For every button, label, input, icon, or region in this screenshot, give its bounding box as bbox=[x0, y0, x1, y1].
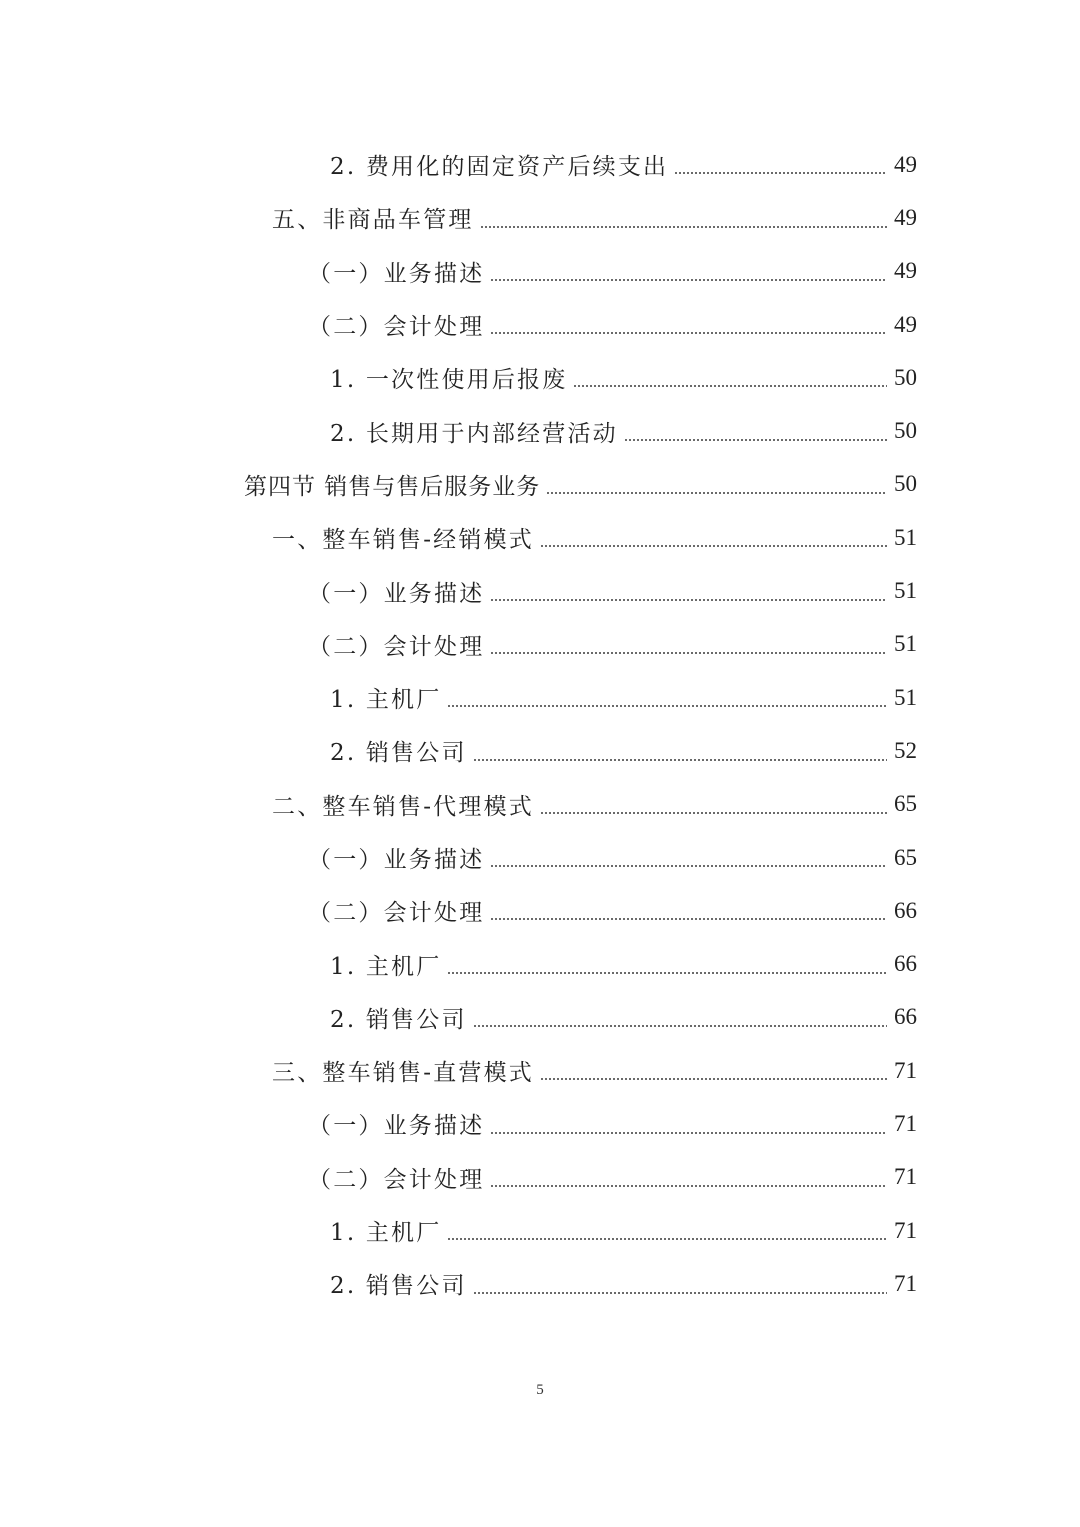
toc-entry-page: 49 bbox=[894, 151, 917, 177]
toc-dot-leader bbox=[473, 1025, 887, 1027]
toc-entry-page: 66 bbox=[894, 897, 917, 923]
toc-entry[interactable] bbox=[0, 298, 1080, 351]
toc-dot-leader bbox=[624, 439, 887, 441]
toc-dot-leader bbox=[490, 1185, 887, 1187]
table-of-contents bbox=[0, 138, 1080, 1311]
toc-entry[interactable] bbox=[0, 191, 1080, 244]
toc-entry[interactable] bbox=[0, 618, 1080, 671]
toc-dot-leader bbox=[490, 332, 887, 334]
toc-entry-label: （二）会计处理 bbox=[308, 633, 485, 660]
toc-entry[interactable] bbox=[0, 511, 1080, 564]
toc-entry-label: 一、整车销售-经销模式 bbox=[272, 527, 534, 554]
toc-dot-leader bbox=[490, 918, 887, 920]
toc-dot-leader bbox=[674, 172, 887, 174]
toc-entry-page: 49 bbox=[894, 258, 917, 284]
toc-dot-leader bbox=[447, 705, 887, 707]
toc-dot-leader bbox=[473, 1292, 887, 1294]
toc-entry-page: 51 bbox=[894, 631, 917, 657]
toc-entry-label: 2. 长期用于内部经营活动 bbox=[330, 420, 618, 447]
toc-entry[interactable] bbox=[0, 937, 1080, 990]
toc-dot-leader bbox=[447, 972, 887, 974]
toc-entry-page: 49 bbox=[894, 311, 917, 337]
toc-entry-label: 1. 主机厂 bbox=[330, 687, 442, 714]
toc-dot-leader bbox=[490, 599, 887, 601]
toc-entry[interactable] bbox=[0, 1151, 1080, 1204]
toc-entry-label: 第四节 销售与售后服务业务 bbox=[244, 473, 541, 500]
toc-entry-page: 66 bbox=[894, 1004, 917, 1030]
toc-entry[interactable] bbox=[0, 778, 1080, 831]
toc-entry[interactable] bbox=[0, 1044, 1080, 1097]
toc-dot-leader bbox=[480, 226, 887, 228]
toc-entry-label: （二）会计处理 bbox=[308, 314, 485, 341]
toc-entry[interactable] bbox=[0, 1204, 1080, 1257]
toc-dot-leader bbox=[490, 279, 887, 281]
toc-entry[interactable] bbox=[0, 1257, 1080, 1310]
toc-dot-leader bbox=[546, 492, 887, 494]
toc-entry[interactable] bbox=[0, 1097, 1080, 1150]
toc-entry-label: 五、非商品车管理 bbox=[272, 207, 474, 234]
toc-entry-page: 71 bbox=[894, 1217, 917, 1243]
toc-entry-page: 49 bbox=[894, 204, 917, 230]
toc-entry-page: 50 bbox=[894, 471, 917, 497]
toc-entry[interactable] bbox=[0, 138, 1080, 191]
toc-entry-label: （二）会计处理 bbox=[308, 1166, 485, 1193]
toc-dot-leader bbox=[490, 865, 887, 867]
toc-entry-page: 65 bbox=[894, 844, 917, 870]
toc-entry-section[interactable] bbox=[0, 458, 1080, 511]
toc-entry[interactable] bbox=[0, 724, 1080, 777]
toc-entry[interactable] bbox=[0, 884, 1080, 937]
toc-entry-label: 三、整车销售-直营模式 bbox=[272, 1060, 534, 1087]
toc-entry-page: 52 bbox=[894, 737, 917, 763]
toc-entry-label: （一）业务描述 bbox=[308, 1113, 485, 1140]
toc-entry-page: 50 bbox=[894, 418, 917, 444]
toc-dot-leader bbox=[490, 1132, 887, 1134]
toc-entry-label: 1. 一次性使用后报废 bbox=[330, 367, 568, 394]
toc-entry-label: （一）业务描述 bbox=[308, 847, 485, 873]
toc-entry-label: （一）业务描述 bbox=[308, 260, 485, 287]
toc-dot-leader bbox=[540, 545, 887, 547]
toc-entry-page: 51 bbox=[894, 524, 917, 550]
toc-entry-label: 二、整车销售-代理模式 bbox=[272, 793, 534, 820]
toc-entry-label: （二）会计处理 bbox=[308, 900, 485, 927]
toc-entry-label: 2. 销售公司 bbox=[330, 1273, 467, 1300]
page-number: 5 bbox=[536, 1382, 544, 1398]
toc-dot-leader bbox=[573, 385, 887, 387]
toc-entry-page: 71 bbox=[894, 1164, 917, 1190]
toc-entry-label: 1. 主机厂 bbox=[330, 953, 442, 980]
toc-entry[interactable] bbox=[0, 564, 1080, 617]
toc-entry-label: （一）业务描述 bbox=[308, 580, 485, 607]
toc-entry[interactable] bbox=[0, 245, 1080, 298]
toc-entry-page: 50 bbox=[894, 364, 917, 390]
toc-entry[interactable] bbox=[0, 991, 1080, 1044]
toc-dot-leader bbox=[490, 652, 887, 654]
toc-entry-label: 2. 费用化的固定资产后续支出 bbox=[330, 154, 669, 181]
toc-entry-page: 71 bbox=[894, 1270, 917, 1296]
toc-entry-label: 2. 销售公司 bbox=[330, 1006, 467, 1033]
toc-entry[interactable] bbox=[0, 671, 1080, 724]
toc-entry-page: 51 bbox=[894, 578, 917, 604]
toc-entry-label: 1. 主机厂 bbox=[330, 1220, 442, 1247]
toc-dot-leader bbox=[540, 812, 887, 814]
toc-entry-page: 71 bbox=[894, 1057, 917, 1083]
toc-entry-page: 65 bbox=[894, 791, 917, 817]
toc-dot-leader bbox=[473, 759, 887, 761]
toc-dot-leader bbox=[540, 1078, 887, 1080]
toc-entry[interactable] bbox=[0, 404, 1080, 457]
toc-entry[interactable] bbox=[0, 831, 1080, 884]
toc-dot-leader bbox=[447, 1238, 887, 1240]
toc-entry[interactable] bbox=[0, 351, 1080, 404]
toc-entry-label: 2. 销售公司 bbox=[330, 740, 467, 767]
toc-entry-page: 51 bbox=[894, 684, 917, 710]
toc-entry-page: 66 bbox=[894, 951, 917, 977]
toc-entry-page: 71 bbox=[894, 1110, 917, 1136]
